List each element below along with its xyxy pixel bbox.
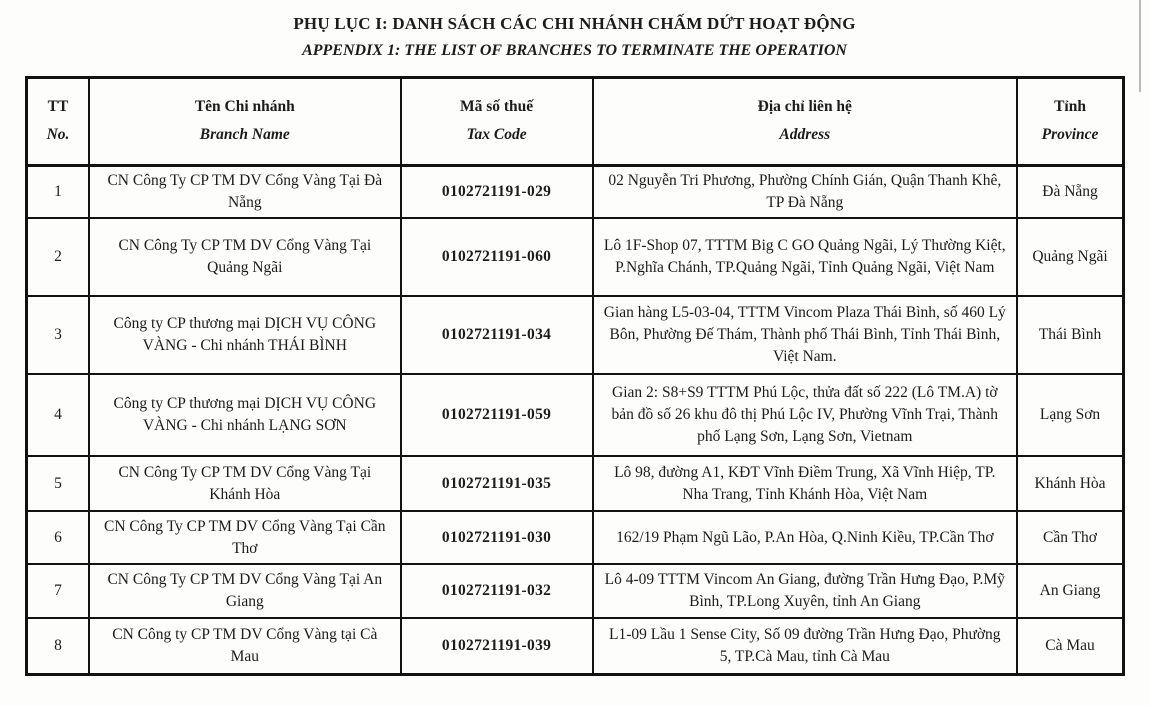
cell-province: Thái Bình xyxy=(1017,296,1123,374)
header-tax-vi: Mã số thuế xyxy=(459,98,534,116)
cell-tax-code: 0102721191-060 xyxy=(401,218,593,296)
header-row xyxy=(27,77,1124,165)
header-no-en: No. xyxy=(46,126,70,144)
page-title: PHỤ LỤC I: DANH SÁCH CÁC CHI NHÁNH CHẤM DỨT HOẠT ĐỘNG xyxy=(293,14,856,33)
header-address-en: Address xyxy=(779,126,831,144)
cell-address: Lô 4-09 TTTM Vincom An Giang, đường Trần Hưng Đạo, P.Mỹ Bình, TP.Long Xuyên, tỉnh An Giang xyxy=(593,564,1018,618)
cell-no: 7 xyxy=(27,564,90,618)
table-row xyxy=(27,218,1124,296)
table-row xyxy=(27,618,1124,674)
table-row xyxy=(27,456,1124,511)
cell-branch-name: CN Công Ty CP TM DV Cổng Vàng Tại Khánh Hòa xyxy=(89,456,401,511)
cell-tax-code: 0102721191-034 xyxy=(401,296,593,374)
cell-no: 4 xyxy=(27,374,90,456)
cell-branch-name: Công ty CP thương mại DỊCH VỤ CÔNG VÀNG - Chi nhánh LẠNG SƠN xyxy=(89,374,401,456)
header-cell-province xyxy=(1017,77,1123,165)
header-tax-en: Tax Code xyxy=(466,126,527,144)
cell-branch-name: CN Công ty CP TM DV Cổng Vàng tại Cà Mau xyxy=(89,618,401,674)
cell-branch-name: Công ty CP thương mại DỊCH VỤ CÔNG VÀNG - Chi nhánh THÁI BÌNH xyxy=(89,296,401,374)
header-cell-no xyxy=(27,77,90,165)
cell-address: L1-09 Lầu 1 Sense City, Số 09 đường Trần Hưng Đạo, Phường 5, TP.Cà Mau, tỉnh Cà Mau xyxy=(593,618,1018,674)
cell-province: Cà Mau xyxy=(1017,618,1123,674)
cell-branch-name: CN Công Ty CP TM DV Cổng Vàng Tại An Giang xyxy=(89,564,401,618)
cell-address: Gian hàng L5-03-04, TTTM Vincom Plaza Thái Bình, số 460 Lý Bôn, Phường Đế Thám, Thành phố Thái Bình, Tỉnh Thái Bình, Việt Nam. xyxy=(593,296,1018,374)
cell-address: Gian 2: S8+S9 TTTM Phú Lộc, thửa đất số 222 (Lô TM.A) tờ bản đồ số 26 khu đô thị Phú Lộc IV, Phường Vĩnh Trại, Thành phố Lạng Sơn, Lạng Sơn, Vietnam xyxy=(593,374,1018,456)
document-header xyxy=(0,0,1149,62)
header-cell-branch-name xyxy=(89,77,401,165)
header-no-vi: TT xyxy=(47,98,69,116)
table-header xyxy=(27,77,1124,165)
cell-address: Lô 1F-Shop 07, TTTM Big C GO Quảng Ngãi, Lý Thường Kiệt, P.Nghĩa Chánh, TP.Quảng Ngãi, Tỉnh Quảng Ngãi, Việt Nam xyxy=(593,218,1018,296)
cell-province: Cần Thơ xyxy=(1017,511,1123,564)
cell-tax-code: 0102721191-039 xyxy=(401,618,593,674)
cell-tax-code: 0102721191-035 xyxy=(401,456,593,511)
cell-no: 2 xyxy=(27,218,90,296)
table-row xyxy=(27,564,1124,618)
table-row xyxy=(27,511,1124,564)
header-province-en: Province xyxy=(1041,126,1099,144)
cell-address: 02 Nguyễn Tri Phương, Phường Chính Gián, Quận Thanh Khê, TP Đà Nẵng xyxy=(593,165,1018,218)
table-row xyxy=(27,296,1124,374)
table-row xyxy=(27,374,1124,456)
table-row xyxy=(27,165,1124,218)
cell-branch-name: CN Công Ty CP TM DV Cổng Vàng Tại Quảng Ngãi xyxy=(89,218,401,296)
cell-no: 1 xyxy=(27,165,90,218)
header-cell-address xyxy=(593,77,1018,165)
cell-province: Đà Nẵng xyxy=(1017,165,1123,218)
cell-no: 5 xyxy=(27,456,90,511)
page-subtitle: APPENDIX 1: THE LIST OF BRANCHES TO TERMINATE THE OPERATION xyxy=(302,41,847,59)
cell-province: Lạng Sơn xyxy=(1017,374,1123,456)
header-branch-en: Branch Name xyxy=(199,126,290,144)
cell-branch-name: CN Công Ty CP TM DV Cổng Vàng Tại Cần Thơ xyxy=(89,511,401,564)
table-body xyxy=(27,165,1124,674)
cell-province: Quảng Ngãi xyxy=(1017,218,1123,296)
header-branch-vi: Tên Chi nhánh xyxy=(194,98,295,116)
cell-tax-code: 0102721191-059 xyxy=(401,374,593,456)
branches-table xyxy=(25,76,1125,676)
cell-no: 3 xyxy=(27,296,90,374)
cell-address: 162/19 Phạm Ngũ Lão, P.An Hòa, Q.Ninh Kiều, TP.Cần Thơ xyxy=(593,511,1018,564)
cell-province: Khánh Hòa xyxy=(1017,456,1123,511)
cell-tax-code: 0102721191-029 xyxy=(401,165,593,218)
header-cell-tax-code xyxy=(401,77,593,165)
cell-address: Lô 98, đường A1, KĐT Vĩnh Điềm Trung, Xã Vĩnh Hiệp, TP. Nha Trang, Tỉnh Khánh Hòa, Việt Nam xyxy=(593,456,1018,511)
cell-tax-code: 0102721191-032 xyxy=(401,564,593,618)
header-address-vi: Địa chỉ liên hệ xyxy=(757,98,852,116)
cell-province: An Giang xyxy=(1017,564,1123,618)
cell-no: 6 xyxy=(27,511,90,564)
cell-branch-name: CN Công Ty CP TM DV Cổng Vàng Tại Đà Nẵng xyxy=(89,165,401,218)
header-province-vi: Tỉnh xyxy=(1054,98,1086,116)
scan-artifact-line xyxy=(1139,0,1141,92)
cell-no: 8 xyxy=(27,618,90,674)
cell-tax-code: 0102721191-030 xyxy=(401,511,593,564)
